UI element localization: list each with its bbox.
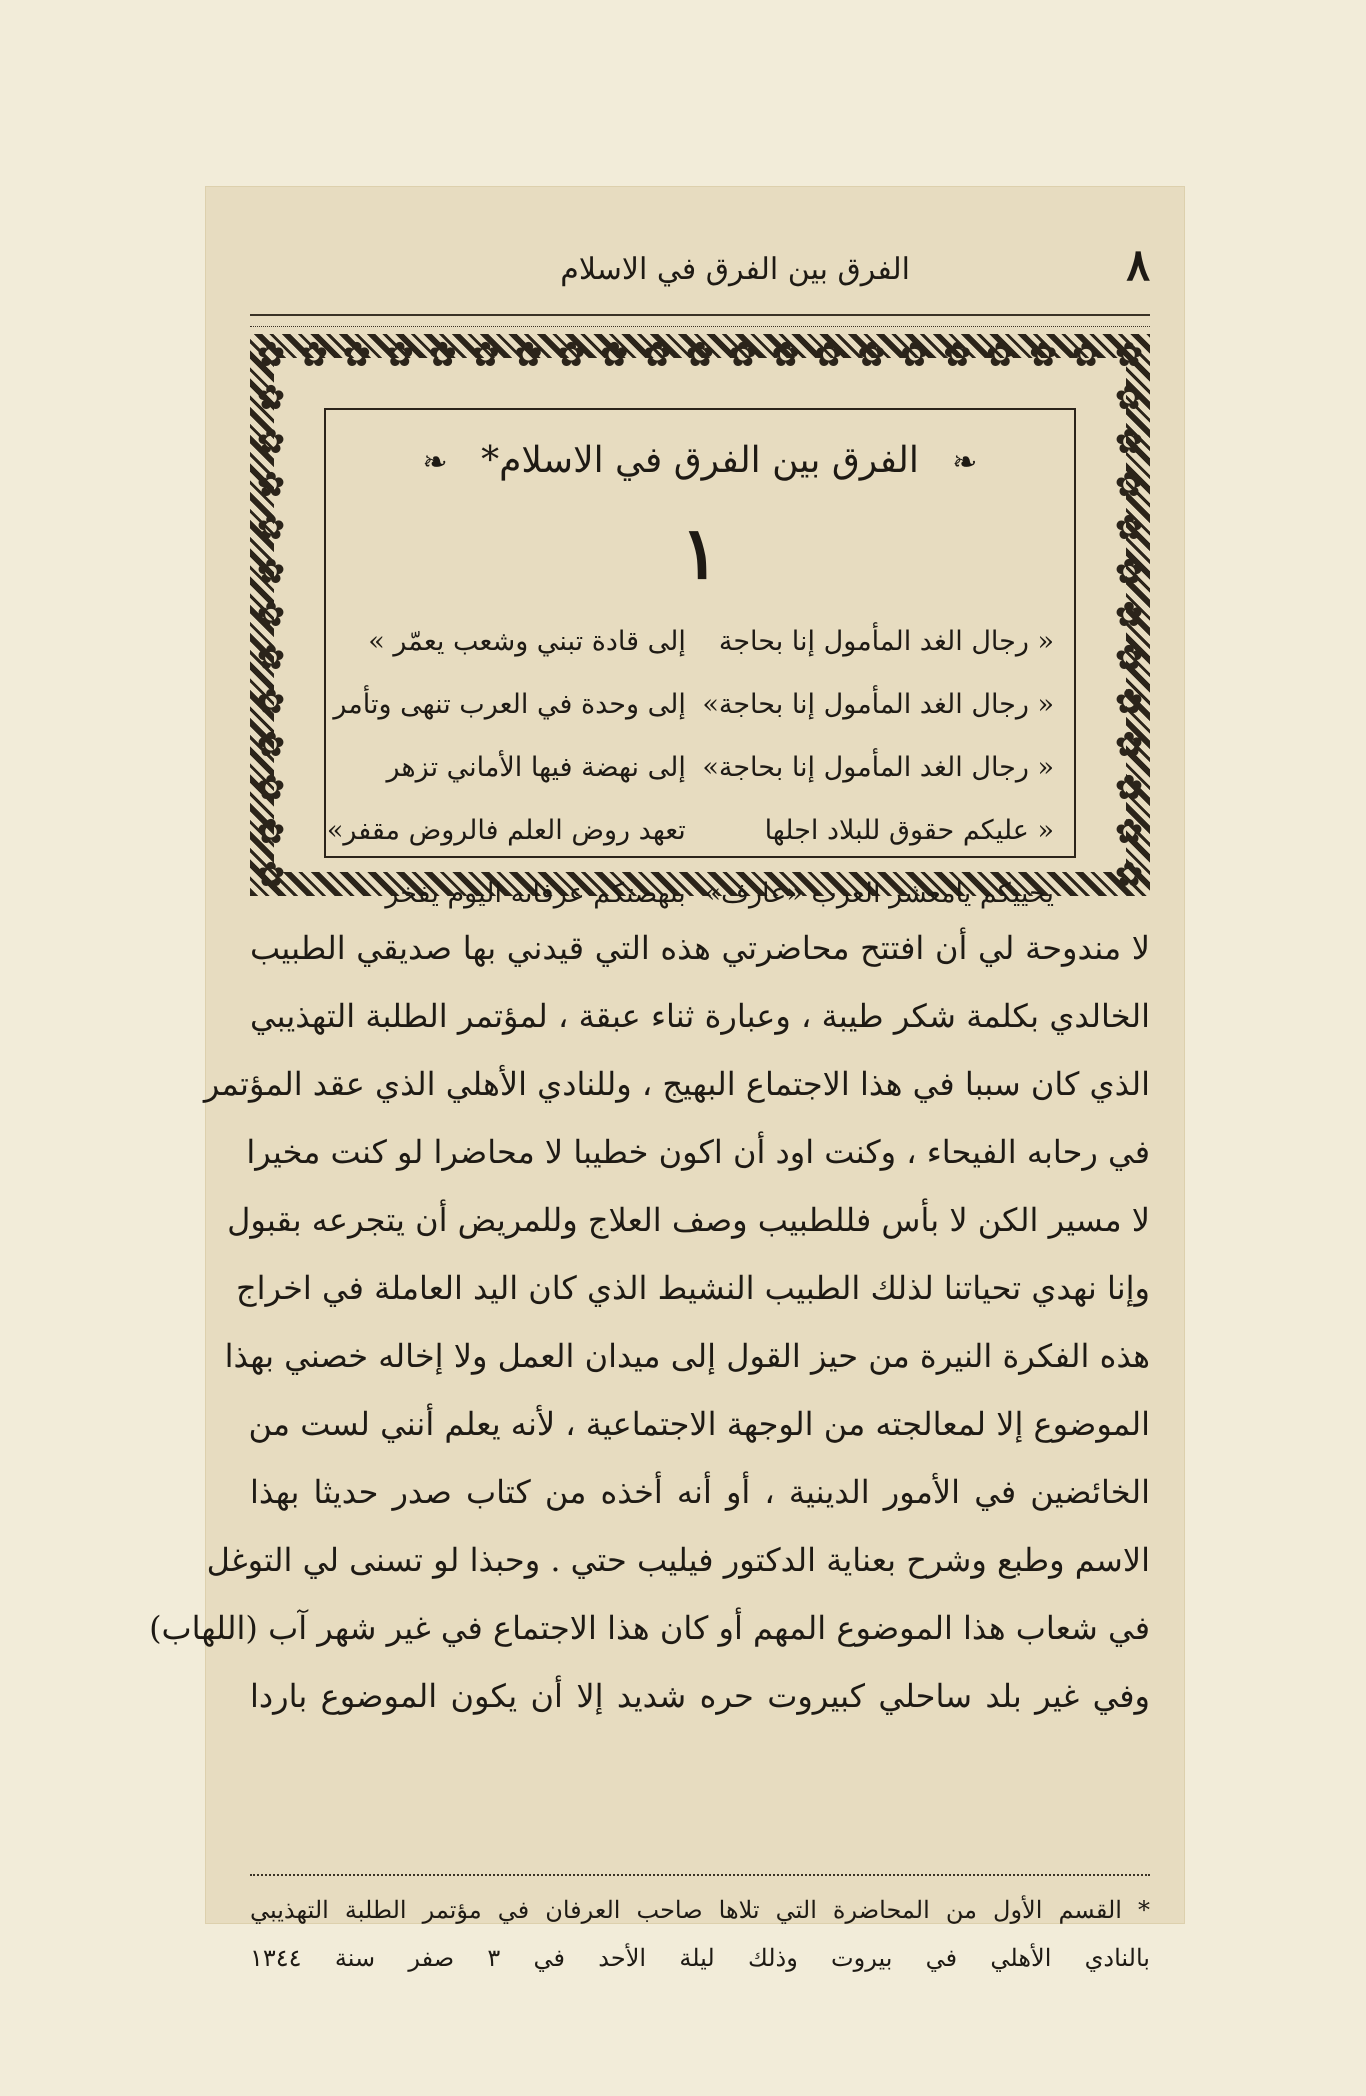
- flower-ornament-icon: ✿: [1114, 638, 1144, 679]
- poem-verses: [326, 610, 1054, 925]
- flower-ornament-icon: ✿: [1114, 855, 1144, 895]
- flower-ornament-icon: ✿: [256, 465, 286, 505]
- footnote-line: * القسم الأول من المحاضرة التي تلاها صاحب العرفان في مؤتمر الطلبة التهذيبي: [250, 1896, 1150, 1924]
- flower-ornament-icon: ✿: [428, 335, 457, 375]
- body-line: الذي كان سببا في هذا الاجتماع البهيج ، وللنادي الأهلي الذي عقد المؤتمر: [203, 1065, 1150, 1103]
- body-line: هذه الفكرة النيرة من حيز القول إلى ميدان العمل ولا إخاله خصني بهذا: [224, 1337, 1150, 1375]
- flower-ornament-icon: ✿: [1114, 595, 1144, 635]
- flower-ornament-icon: ✿: [1114, 768, 1144, 809]
- flower-ornament-icon: ✿: [471, 335, 500, 375]
- flourish-icon: ❧: [422, 445, 448, 480]
- flower-ornament-icon: ✿: [900, 335, 929, 375]
- body-line: وإنا نهدي تحياتنا لذلك الطبيب النشيط الذي كان اليد العاملة في اخراج: [235, 1269, 1150, 1307]
- body-line: وفي غير بلد ساحلي كبيروت حره شديد إلا أن يكون الموضوع باردا: [250, 1677, 1150, 1715]
- footnote-rule: [250, 1874, 1150, 1876]
- second-hemistich: بنهضتكم عرفانه اليوم يفخر: [385, 878, 686, 909]
- flower-ornament-icon: ✿: [1114, 725, 1144, 765]
- first-hemistich: يحييكم يامعشر العرب «عارف»: [704, 878, 1054, 909]
- body-line: في شعاب هذا الموضوع المهم أو كان هذا الاجتماع في غير شهر آب (اللهاب): [149, 1609, 1150, 1647]
- flower-ornament-icon: ✿: [256, 811, 286, 852]
- header-rule: [250, 314, 1150, 327]
- verse: [346, 610, 1054, 673]
- flower-ornament-icon: ✿: [557, 335, 586, 375]
- flower-ornament-icon: ✿: [1114, 811, 1144, 852]
- flower-ornament-icon: ✿: [943, 335, 972, 375]
- body-line: الخائضين في الأمور الدينية ، أو أنه أخذه من كتاب صدر حديثا بهذا: [250, 1473, 1150, 1511]
- flower-ornament-icon: ✿: [1114, 421, 1144, 462]
- flower-ornament-icon: ✿: [342, 335, 372, 375]
- flower-ornament-icon: ✿: [299, 335, 329, 375]
- flower-ornament-icon: ✿: [256, 378, 286, 419]
- footnote-line: بالنادي الأهلي في بيروت وذلك ليلة الأحد في ٣ صفر سنة ١٣٤٤: [250, 1944, 1150, 1972]
- body-text: [149, 914, 1150, 1730]
- flower-ornament-icon: ✿: [1114, 551, 1144, 592]
- flower-ornament-icon: ✿: [385, 335, 414, 375]
- footnote: [250, 1886, 1150, 1982]
- flower-ornament-icon: ✿: [256, 595, 286, 635]
- first-hemistich: « عليكم حقوق للبلاد اجلها: [764, 815, 1054, 846]
- flourish-icon: ❧: [952, 445, 978, 480]
- flower-ornament-icon: ✿: [1114, 378, 1144, 419]
- flower-ornament-icon: ✿: [256, 855, 286, 895]
- body-line: لا مسير الكن لا بأس فللطبيب وصف العلاج وللمريض أن يتجرعه بقبول: [227, 1201, 1150, 1239]
- first-hemistich: « رجال الغد المأمول إنا بحاجة»: [702, 689, 1054, 720]
- flower-ornament-icon: ✿: [771, 335, 801, 375]
- poem-box: [324, 408, 1076, 909]
- flower-ornament-icon: ✿: [256, 421, 286, 462]
- body-line: في رحابه الفيحاء ، وكنت اود أن اكون خطيبا لا محاضرا لو كنت مخيرا: [246, 1133, 1150, 1171]
- second-hemistich: إلى قادة تبني وشعب يعمّر »: [368, 626, 686, 657]
- poem-title-row: [326, 440, 1074, 481]
- book-page: [149, 186, 1185, 1972]
- flower-ornament-icon: ✿: [256, 551, 286, 592]
- flower-ornament-icon: ✿: [256, 335, 286, 375]
- page-number: ٨: [1126, 240, 1150, 291]
- verse: [333, 673, 1054, 736]
- flower-ornament-icon: ✿: [1114, 465, 1144, 505]
- verse: [326, 799, 1054, 862]
- flower-ornament-icon: ✿: [256, 681, 286, 722]
- flower-ornament-icon: ✿: [514, 335, 543, 375]
- flower-ornament-icon: ✿: [1028, 335, 1058, 375]
- poem-title: الفرق بين الفرق في الاسلام*: [481, 440, 919, 481]
- flower-ornament-icon: ✿: [599, 335, 629, 375]
- second-hemistich: إلى نهضة فيها الأماني تزهر: [386, 752, 686, 783]
- second-hemistich: تعهد روض العلم فالروض مقفر»: [326, 815, 686, 846]
- ornamental-border: [250, 334, 1150, 909]
- body-line: الموضوع إلا لمعالجته من الوجهة الاجتماعية ، لأنه يعلم أنني لست من: [248, 1405, 1150, 1443]
- flower-ornament-icon: ✿: [256, 725, 286, 765]
- flower-ornament-icon: ✿: [728, 335, 758, 375]
- flower-ornament-icon: ✿: [1114, 681, 1144, 722]
- flower-ornament-icon: ✿: [685, 335, 715, 375]
- flower-ornament-icon: ✿: [1114, 335, 1144, 375]
- running-head: [250, 240, 1150, 298]
- flower-ornament-icon: ✿: [256, 508, 286, 549]
- flower-ornament-icon: ✿: [986, 335, 1015, 375]
- verse: [346, 736, 1054, 799]
- flower-ornament-icon: ✿: [642, 335, 672, 375]
- body-line: الخالدي بكلمة شكر طيبة ، وعبارة ثناء عبقة ، لمؤتمر الطلبة التهذيبي: [250, 997, 1150, 1035]
- flower-ornament-icon: ✿: [814, 335, 843, 375]
- flower-ornament-icon: ✿: [1071, 335, 1101, 375]
- flower-ornament-icon: ✿: [857, 335, 886, 375]
- flower-ornament-icon: ✿: [256, 768, 286, 809]
- flower-ornament-icon: ✿: [1114, 508, 1144, 549]
- flower-ornament-icon: ✿: [256, 638, 286, 679]
- running-title: الفرق بين الفرق في الاسلام: [560, 252, 910, 287]
- second-hemistich: إلى وحدة في العرب تنهى وتأمر: [333, 689, 686, 720]
- poem-number: ١: [680, 510, 720, 595]
- body-line: الاسم وطبع وشرح بعناية الدكتور فيليب حتي . وحبذا لو تسنى لي التوغل: [206, 1541, 1150, 1579]
- first-hemistich: « رجال الغد المأمول إنا بحاجة»: [702, 752, 1054, 783]
- body-line: لا مندوحة لي أن افتتح محاضرتي هذه التي قيدني بها صديقي الطبيب: [250, 929, 1150, 967]
- first-hemistich: « رجال الغد المأمول إنا بحاجة: [718, 626, 1054, 657]
